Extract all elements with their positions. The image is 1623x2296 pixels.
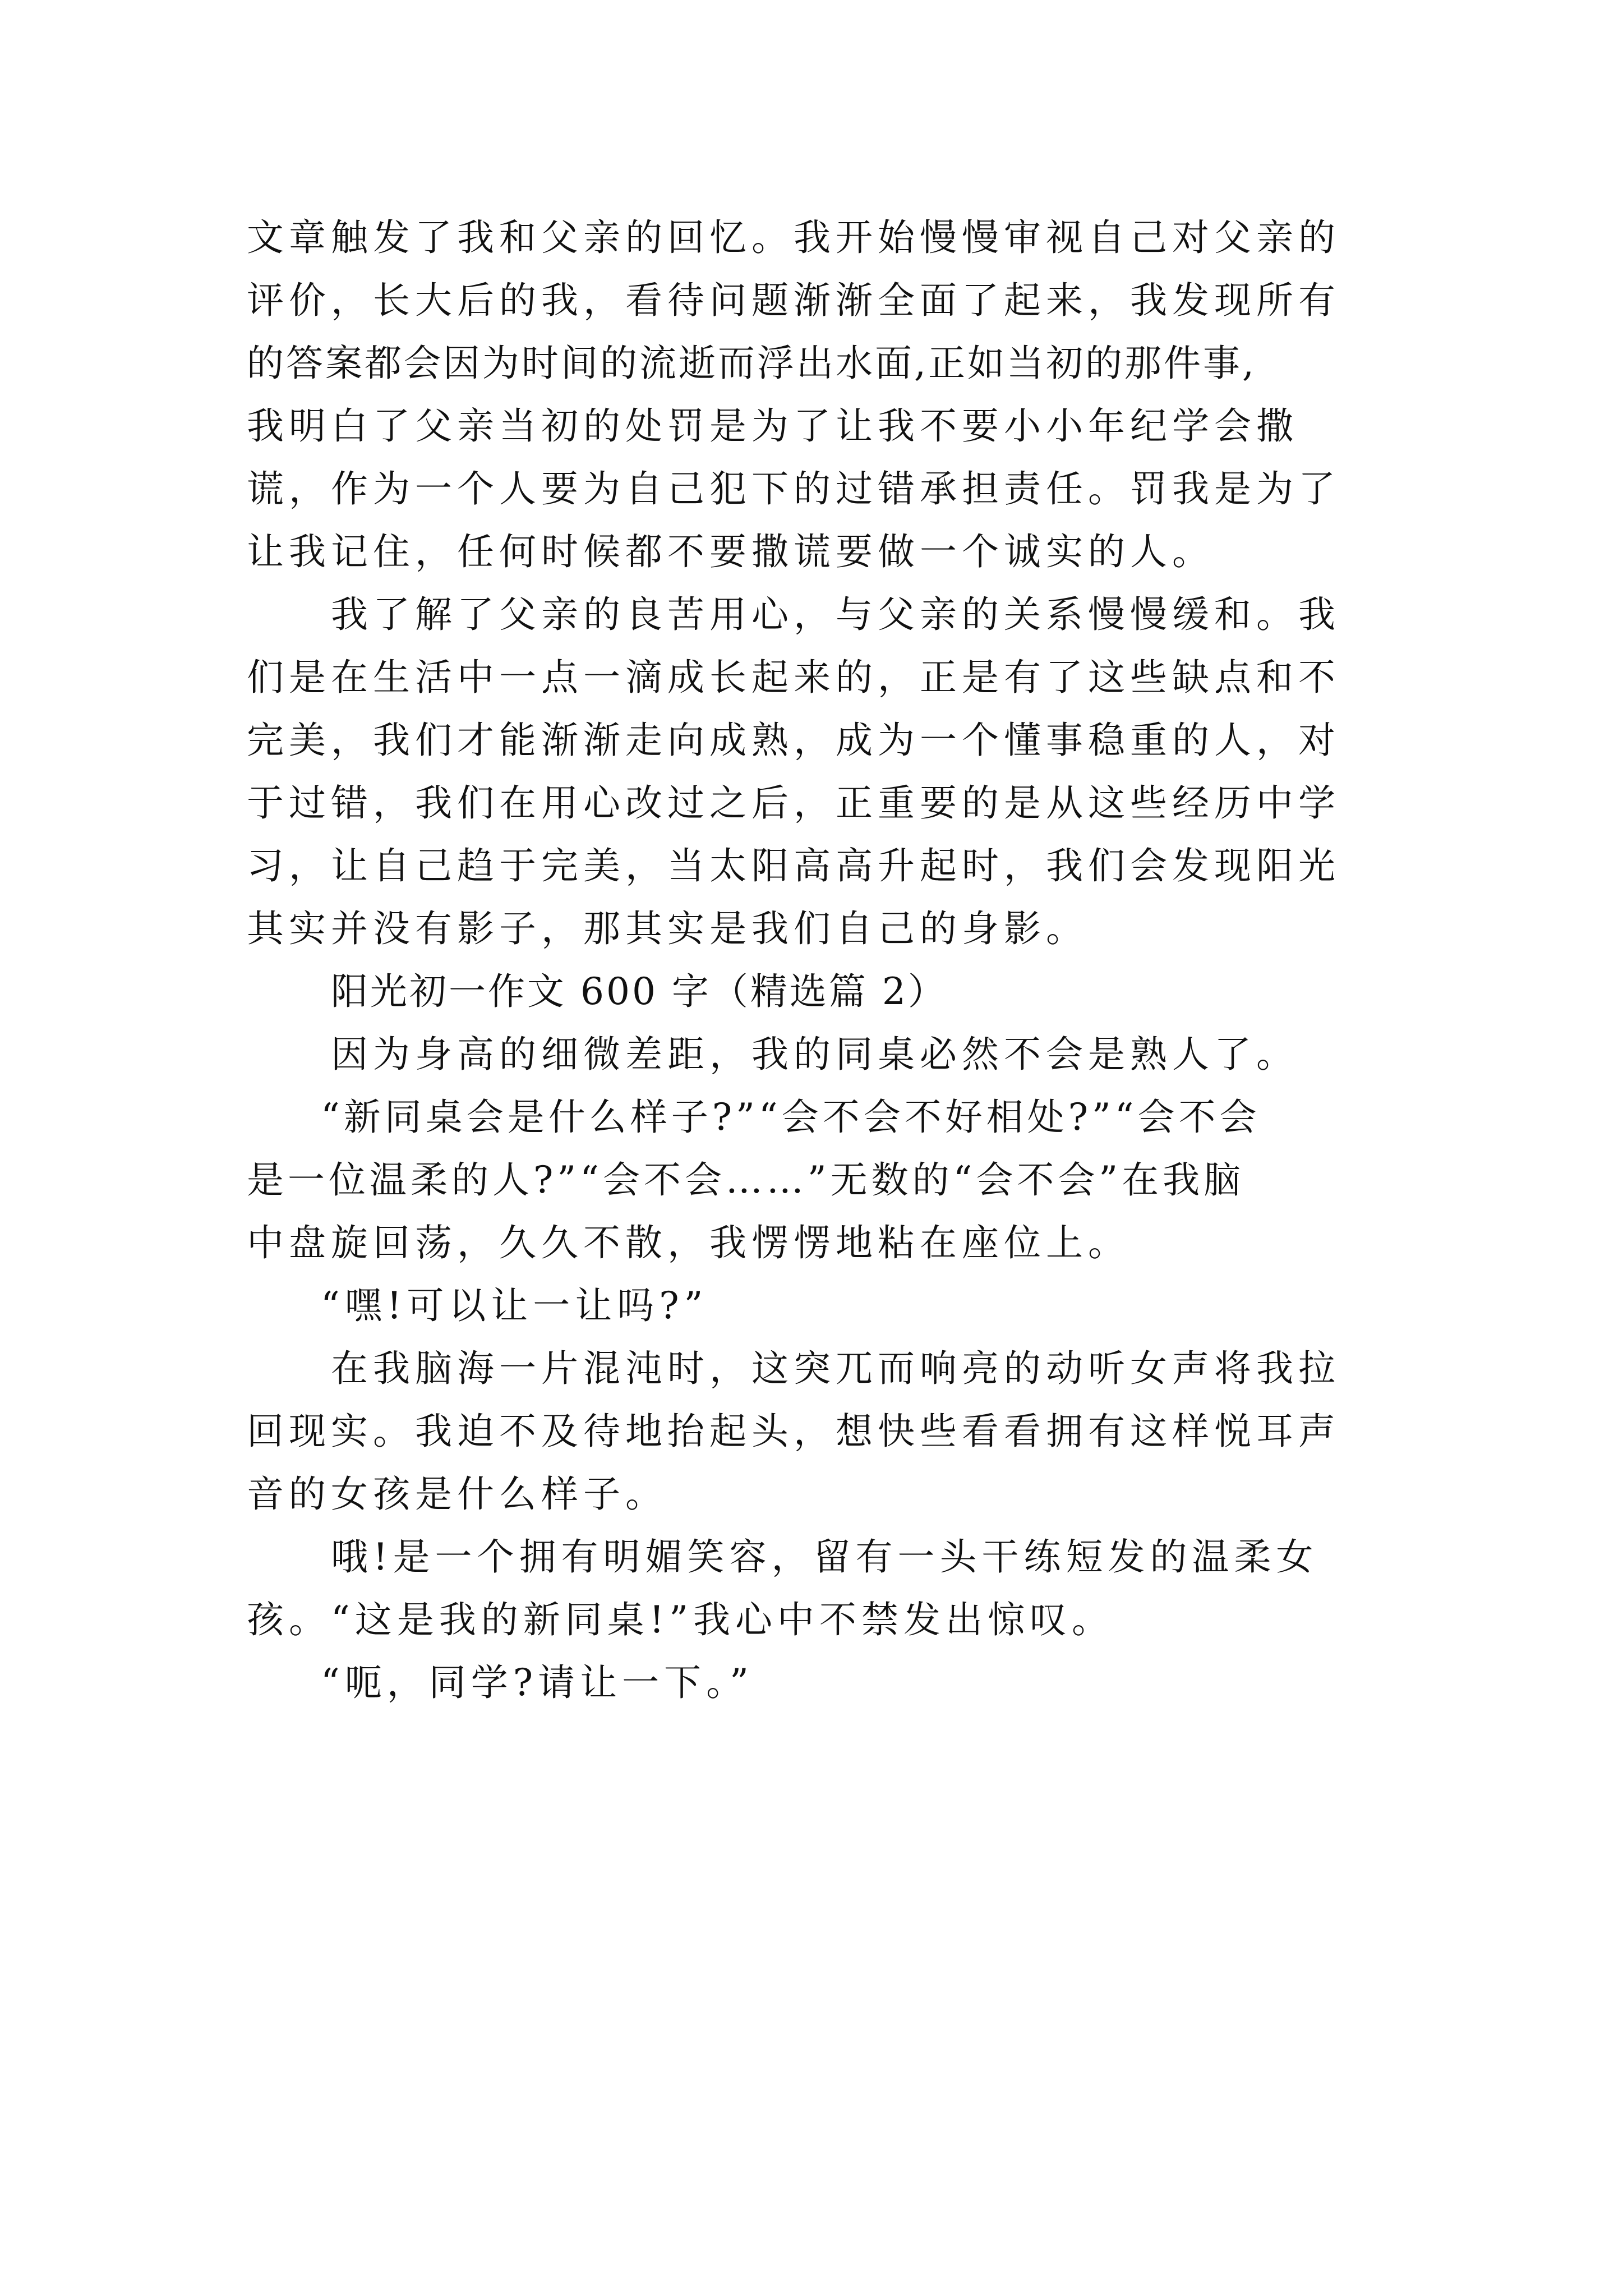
document-body xyxy=(247,206,1391,1714)
text-line: 回现实。我迫不及待地抬起头，想快些看看拥有这样悦耳声 xyxy=(247,1410,1340,1453)
text-line: 其实并没有影子，那其实是我们自己的身影。 xyxy=(247,907,1088,950)
text-line: 音的女孩是什么样子。 xyxy=(247,1473,667,1516)
text-line: 谎，作为一个人要为自己犯下的过错承担责任。罚我是为了 xyxy=(247,467,1340,510)
text-line: 文章触发了我和父亲的回忆。我开始慢慢审视自己对父亲的 xyxy=(247,216,1340,259)
paragraph-start-line: “呃，同学?请让一下。” xyxy=(321,1661,754,1704)
text-line: 是一位温柔的人?”“会不会……”无数的“会不会”在我脑 xyxy=(247,1158,1245,1202)
text-line: 孩。“这是我的新同桌!”我心中不禁发出惊叹。 xyxy=(247,1598,1114,1641)
paragraph-start-line: “新同桌会是什么样子?”“会不会不好相处?”“会不会 xyxy=(321,1096,1261,1139)
text-line: 于过错，我们在用心改过之后，正重要的是从这些经历中学 xyxy=(247,781,1340,825)
text-line: 完美，我们才能渐渐走向成熟，成为一个懂事稳重的人，对 xyxy=(247,719,1340,762)
paragraph-start-line: 我了解了父亲的良苦用心，与父亲的关系慢慢缓和。我 xyxy=(331,593,1340,636)
paragraph-start-line: 在我脑海一片混沌时，这突兀而响亮的动听女声将我拉 xyxy=(331,1347,1340,1390)
paragraph-start-line: 因为身高的细微差距，我的同桌必然不会是熟人了。 xyxy=(331,1033,1298,1076)
text-line: 评价，长大后的我，看待问题渐渐全面了起来，我发现所有 xyxy=(247,279,1340,322)
text-line: 的答案都会因为时间的流逝而浮出水面,正如当初的那件事, xyxy=(247,342,1256,385)
text-line: 中盘旋回荡，久久不散，我愣愣地粘在座位上。 xyxy=(247,1221,1130,1264)
section-heading: 阳光初一作文 600 字（精选篇 2） xyxy=(331,970,947,1013)
text-line: 我明白了父亲当初的处罚是为了让我不要小小年纪学会撒 xyxy=(247,404,1298,448)
paragraph-start-line: “嘿!可以让一让吗?” xyxy=(321,1284,708,1327)
text-line: 们是在生活中一点一滴成长起来的，正是有了这些缺点和不 xyxy=(247,656,1340,699)
text-line: 让我记住，任何时候都不要撒谎要做一个诚实的人。 xyxy=(247,530,1214,573)
paragraph-start-line: 哦!是一个拥有明媚笑容，留有一头干练短发的温柔女 xyxy=(331,1535,1318,1579)
text-line: 习，让自己趋于完美，当太阳高高升起时，我们会发现阳光 xyxy=(247,844,1340,887)
